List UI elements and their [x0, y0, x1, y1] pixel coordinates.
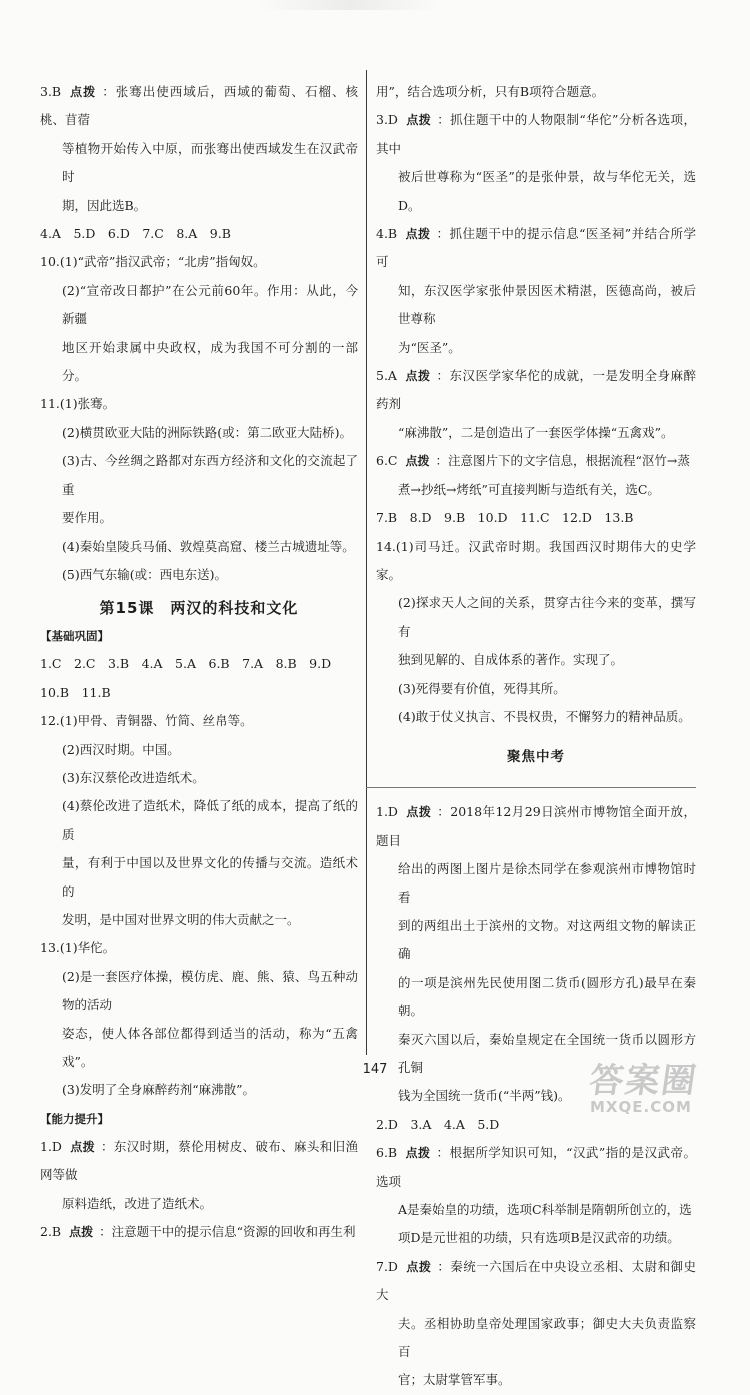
- answer-12-1: 12.(1)甲骨、青铜器、竹简、丝帛等。: [40, 713, 253, 729]
- answer-10-2-line2: 地区开始隶属中央政权，成为我国不可分割的一部分。: [62, 339, 358, 384]
- answer-13-1: 13.(1)华佗。: [40, 940, 116, 956]
- answer-14-4: (4)敢于仗义执言、不畏权贵，不懈努力的精神品质。: [398, 708, 691, 724]
- ability-answer-6: 6.C 点拨 ：注意图片下的文字信息，根据流程“沤竹→蒸: [376, 453, 690, 469]
- answer-12-4-line2: 量，有利于中国以及世界文化的传播与交流。造纸术的: [62, 855, 358, 899]
- answer-3-line3: 期，因此选B。: [62, 197, 147, 213]
- answers-4-9: 4.A 5.D 6.D 7.C 8.A 9.B: [40, 226, 231, 242]
- exam-answer-1-line5: 秦灭六国以后，秦始皇规定在全国统一货币以圆形方孔铜: [398, 1031, 696, 1075]
- exam-answer-1-line4: 的一项是滨州先民使用图二货币(圆形方孔)最早在秦朝。: [398, 974, 696, 1019]
- answer-10-1: 10.(1)“武帝”指汉武帝；“北虏”指匈奴。: [40, 254, 266, 270]
- answer-12-3: (3)东汉蔡伦改进造纸术。: [62, 769, 205, 785]
- watermark: [586, 1053, 740, 1116]
- exam-answer-7-line2: 夫。丞相协助皇帝处理国家政事；御史大夫负责监察百: [398, 1315, 696, 1360]
- answer-14-2: (2)探求天人之间的关系，贯穿古往今来的变革，撰写有: [398, 595, 696, 639]
- ability-answer-4-line2: 知，东汉医学家张仲景因医术精湛，医德高尚，被后世尊称: [398, 282, 696, 327]
- ability-answer-2-cont: 用”，结合选项分析，只有B项符合题意。: [376, 84, 605, 99]
- scan-artifact: [260, 0, 440, 10]
- ability-answers-7-13: 7.B 8.D 9.B 10.D 11.C 12.D 13.B: [376, 510, 634, 526]
- right-column: [376, 78, 696, 1395]
- exam-answer-1: 1.D 点拨 ：2018年12月29日滨州市博物馆全面开放，题目: [376, 804, 696, 848]
- answer-12-4-line3: 发明，是中国对世界文明的伟大贡献之一。: [62, 911, 300, 927]
- basic-answers-10-11: 10.B 11.B: [40, 684, 111, 700]
- watermark-logo: 答案圈: [586, 1061, 701, 1101]
- answer-12-4: (4)蔡伦改进了造纸术，降低了纸的成本，提高了纸的质: [62, 798, 358, 842]
- answer-14-3: (3)死得要有价值，死得其所。: [398, 680, 566, 696]
- ability-answer-4: 4.B 点拨 ：抓住题干中的提示信息“医圣祠”并结合所学可: [376, 226, 696, 270]
- exam-answer-1-line6: 钱为全国统一货币(“半两”钱)。: [398, 1088, 571, 1104]
- answer-3: 3.B 点拨 ：张骞出使西域后，西域的葡萄、石榴、核桃、苜蓿: [40, 84, 358, 128]
- ability-answer-1: 1.D 点拨 ：东汉时期，蔡伦用树皮、破布、麻头和旧渔网等做: [40, 1138, 358, 1183]
- answer-11-3-line2: 要作用。: [62, 510, 113, 526]
- watermark-url: MXQE.COM: [590, 1098, 692, 1116]
- exam-answer-7: 7.D 点拨 ：秦统一六国后在中央设立丞相、太尉和御史大: [376, 1258, 696, 1303]
- ability-answer-4-line3: 为“医圣”。: [398, 339, 461, 355]
- exam-answer-1-line2: 给出的两图上图片是徐杰同学在参观滨州市博物馆时看: [398, 861, 696, 905]
- tag-basic: 【基础巩固】: [40, 629, 109, 644]
- answer-3-line2: 等植物开始传入中原，而张骞出使西域发生在汉武帝时: [62, 140, 358, 185]
- ability-answer-3-line2: 被后世尊称为“医圣”的是张仲景，故与华佗无关，选D。: [398, 169, 696, 213]
- answer-14-1: 14.(1)司马迁。汉武帝时期。我国西汉时期伟大的史学家。: [376, 538, 696, 582]
- ability-answer-2: 2.B 点拨 ：注意题干中的提示信息“资源的回收和再生利: [40, 1224, 356, 1240]
- exam-answer-6-line2: A是秦始皇的功绩，选项C科举制是隋朝所创立的，选: [398, 1202, 692, 1218]
- ability-answer-6-line2: 煮→抄纸→烤纸”可直接判断与造纸有关，选C。: [398, 481, 660, 497]
- answer-13-3: (3)发明了全身麻醉药剂“麻沸散”。: [62, 1082, 255, 1098]
- answer-13-2: (2)是一套医疗体操，模仿虎、鹿、熊、猿、鸟五种动物的活动: [62, 968, 358, 1013]
- section-title: 聚焦中考: [507, 749, 565, 766]
- ability-answer-1-line2: 原料造纸，改进了造纸术。: [62, 1195, 213, 1211]
- answer-14-2-line2: 独到见解的、自成体系的著作。实现了。: [398, 652, 624, 668]
- answer-10-2: (2)“宣帝改日都护”在公元前60年。作用：从此，今新疆: [62, 282, 358, 327]
- column-divider: [366, 70, 367, 1055]
- lesson-title: 第15课 两汉的科技和文化: [99, 599, 299, 618]
- exam-answer-7-line3: 官；太尉掌管军事。: [398, 1372, 511, 1388]
- answer-11-4: (4)秦始皇陵兵马俑、敦煌莫高窟、楼兰古城遗址等。: [62, 538, 355, 554]
- basic-answers-1-9: 1.C 2.C 3.B 4.A 5.A 6.B 7.A 8.B 9.D: [40, 656, 332, 672]
- exam-answer-1-line3: 到的两组出土于滨州的文物。对这两组文物的解读正确: [398, 917, 696, 962]
- answer-11-5: (5)西气东输(或：西电东送)。: [62, 566, 227, 582]
- ability-answer-5-line2: “麻沸散”，二是创造出了一套医学体操“五禽戏”。: [398, 424, 674, 440]
- answer-11-1: 11.(1)张骞。: [40, 396, 116, 412]
- answer-13-2-line2: 姿态，使人体各部位都得到适当的活动，称为“五禽戏”。: [62, 1025, 358, 1069]
- exam-answers-2-5: 2.D 3.A 4.A 5.D: [376, 1116, 500, 1132]
- exam-answer-6: 6.B 点拨 ：根据所学知识可知，“汉武”指的是汉武帝。选项: [376, 1145, 696, 1189]
- ability-answer-3: 3.D 点拨 ：抓住题干中的人物限制“华佗”分析各选项，其中: [376, 112, 696, 156]
- ability-answer-5: 5.A 点拨 ：东汉医学家华佗的成就，一是发明全身麻醉药剂: [376, 368, 696, 412]
- exam-answer-6-line3: 项D是元世祖的功绩，只有选项B是汉武帝的功绩。: [398, 1230, 680, 1246]
- answer-11-3: (3)古、今丝绸之路都对东西方经济和文化的交流起了重: [62, 453, 358, 497]
- page-number: 147: [362, 1062, 388, 1077]
- answer-12-2: (2)西汉时期。中国。: [62, 741, 180, 757]
- answer-11-2: (2)横贯欧亚大陆的洲际铁路(或：第二欧亚大陆桥)。: [62, 424, 352, 440]
- section-separator: [366, 787, 696, 788]
- tag-ability: 【能力提升】: [40, 1111, 109, 1126]
